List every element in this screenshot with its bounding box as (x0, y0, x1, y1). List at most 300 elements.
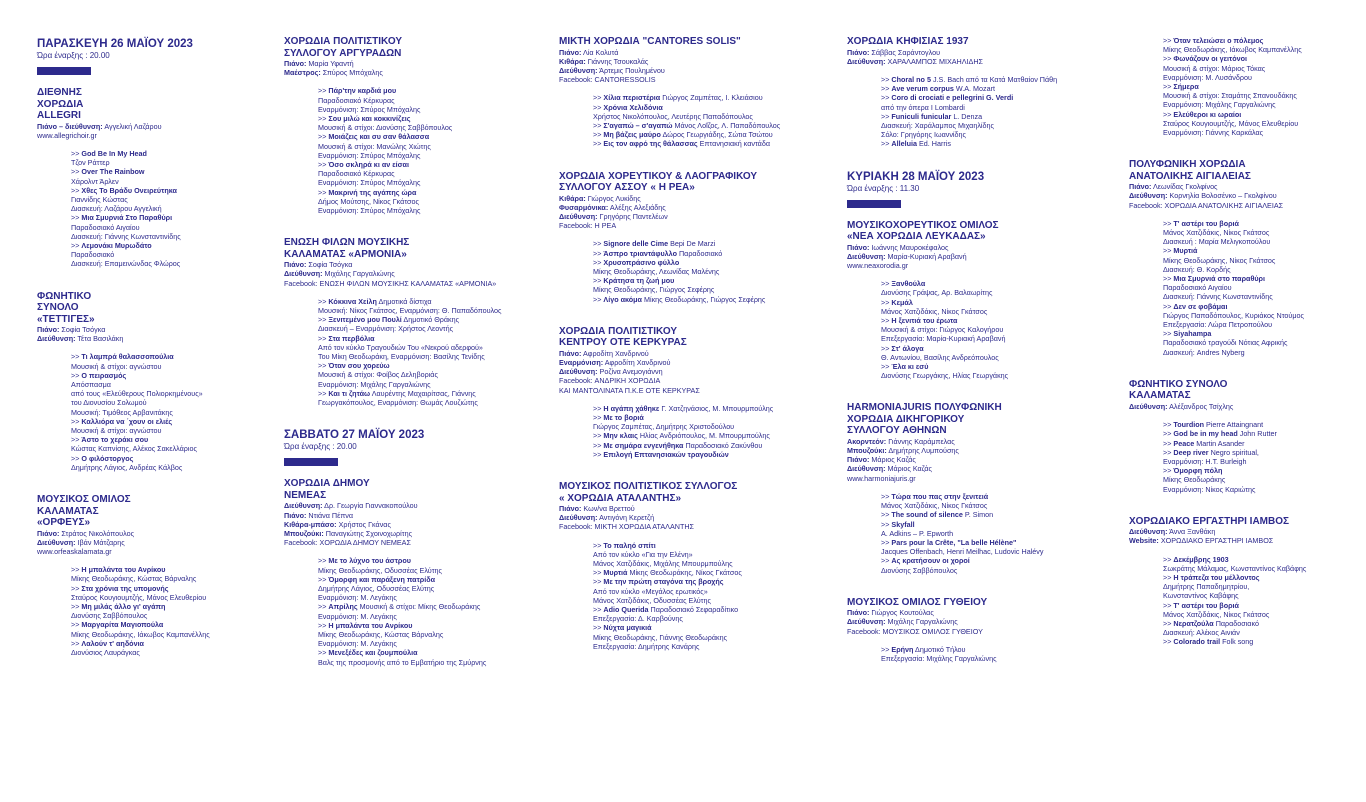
song-credit: Παραδοσιακό (678, 248, 723, 258)
song-credit: J.S. Bach από τα Κατά Ματθαίον Πάθη (932, 74, 1058, 84)
song-note: Εναρμόνιση: Νίκος Καριώτης (1163, 484, 1256, 494)
song-note: Εναρμόνιση: Σπύρος Μπόχαλης (318, 104, 421, 114)
song-note: Διασκευή: Αλέκος Αινιάν (1163, 628, 1240, 638)
song-note: Τζον Ράττερ (71, 158, 110, 168)
start-time: Ώρα έναρξης : 11.30 (847, 183, 920, 193)
choir-meta-row (1129, 201, 1359, 210)
song-credit: P. Simon (964, 510, 994, 520)
choir-block (559, 171, 814, 304)
choir-title-line: ΚΑΛΑΜΑΤΑΣ «ΑΡΜΟΝΙΑ» (284, 248, 407, 260)
choir-meta-row (559, 194, 814, 203)
song-title: Deep river (1173, 447, 1209, 457)
choir-title-line: ΜΟΥΣΙΚΟΣ ΠΟΛΙΤΙΣΤΙΚΟΣ ΣΥΛΛΟΓΟΣ (559, 481, 738, 492)
song-list (881, 492, 1109, 575)
song-title: Άστο το χεράκι σου (81, 435, 149, 445)
choir-meta-row (37, 131, 267, 140)
choir-title-line: ΜΙΚΤΗ ΧΟΡΩΔΙΑ "CANTORES SOLIS" (559, 36, 741, 47)
song-title: Adio Querida (603, 605, 649, 615)
song-credit: Παραδοσιακό Σεφαραδίτικο (650, 605, 739, 615)
meta-label: Πιάνο: (847, 608, 870, 618)
song-note: Μίκης Θεοδωράκης, Ιάκωβος Καμπανέλλης (1163, 45, 1302, 55)
choir-title-line: ΧΟΡΩΔΙΑ ΧΟΡΕΥΤΙΚΟΥ & ΛΑΟΓΡΑΦΙΚΟΥ (559, 170, 757, 182)
song-credit: Μάνος Λοΐζος, Λ. Παπαδόπουλος (674, 120, 781, 130)
song-note: Επεξεργασία: Μιχάλης Γαργαλιώνης (881, 654, 997, 664)
choir-title-line: ΜΟΥΣΙΚΟΣ ΟΜΙΛΟΣ (37, 494, 131, 506)
song-note: Παραδοσιακό Κέρκυρας (318, 169, 395, 179)
song-item: >> Μια Σμυρνιά Στο Παραθύρι (71, 213, 173, 223)
song-item: >> Όμορφη και παράξενη πατρίδα (318, 574, 436, 584)
song-title: Tourdion (1173, 420, 1205, 430)
song-note: Δήμος Μούτσης, Νίκος Γκάτσος (318, 196, 419, 206)
song-title: Όταν σου χορεύω (328, 361, 390, 371)
choir-title-line: ΚΑΛΑΜΑΤΑΣ (37, 505, 99, 517)
song-list-continued (1129, 36, 1359, 137)
meta-value: Χρήστος Γκάνας (338, 519, 391, 529)
song-title: Λεμονάκι Μυρωδάτο (81, 240, 152, 250)
choir-meta-row (847, 474, 1109, 483)
meta-value: ΧΟΡΩΔΙΑΚΟ ΕΡΓΑΣΤΗΡΙ ΙΑΜΒΟΣ (1160, 536, 1274, 546)
song-title: Μη βάζεις μαύρο (603, 130, 661, 140)
song-item: >> Ελεύθεροι κι ωραίοι (1163, 109, 1242, 119)
song-item: >> Με σημάρα ενγενήθηκα Παραδοσιακό Ζακύνθου (593, 440, 763, 450)
meta-value: Αγγελική Λαζάρου (104, 121, 162, 131)
meta-value: Ντιάνα Πέπνα (308, 510, 354, 520)
choir-meta-row (37, 529, 267, 538)
meta-label: Διεύθυνση: (847, 464, 886, 474)
choir-meta-row (847, 48, 1109, 57)
song-title: Με το βοριά (603, 412, 644, 422)
song-note: Διονύσης Γεωργάκης, Ηλίας Γεωργάκης (881, 371, 1009, 381)
column-4 (847, 36, 1109, 685)
meta-label: Φυσαρμόνικα: (559, 202, 609, 212)
meta-label: Κιθάρα-μπάσο: (284, 519, 337, 529)
song-item: >> Μενεξέδες και ζουμπούλια (318, 648, 418, 658)
song-item: >> Ξανθούλα (881, 279, 926, 289)
song-item: >> Και τι ζητάω Λαυρέντης Μαχαιρίτσας, Γιάννης (318, 388, 476, 398)
song-item: >> Χρυσοπράσινο φύλλο (593, 257, 680, 267)
song-note: Μίκης Θεοδωράκης, Νίκος Γκάτσος (1163, 255, 1276, 265)
song-item: >> Στ' άλογα (881, 343, 924, 353)
song-item: >> Η μπαλάντα του Ανρίκου (318, 620, 413, 630)
song-title: Ξενιτεμένο μου Πουλί (328, 315, 402, 325)
song-title: Τώρα που πας στην ξενιτειά (891, 491, 989, 501)
choir-title-line: «ΝΕΑ ΧΟΡΩΔΙΑ ΛΕΥΚΑΔΑΣ» (847, 231, 986, 243)
day-header (284, 429, 534, 466)
column-3 (559, 36, 814, 673)
song-credit: Martin Asander (1196, 438, 1245, 448)
song-note: Σταύρος Κουγιουμτζής, Μάνος Ελευθερίου (1163, 118, 1299, 128)
meta-label: Website: (1129, 536, 1159, 546)
song-item: >> Μη βάζεις μαύρο Δώρος Γεωργιάδης, Σώτια Τσώτου (593, 130, 773, 140)
meta-value: Ιωάννης Μαυροκέφαλος (871, 242, 949, 252)
song-item: >> Μαργαρίτα Μαγιοπούλα (71, 620, 164, 630)
choir-meta-row (847, 464, 1109, 473)
choir-meta-row (1129, 527, 1359, 536)
choir-title-line: ΧΟΡΩΔΙΑ (37, 98, 84, 110)
song-note: Μίκης Θεοδωράκης, Οδυσσέας Ελύτης (318, 565, 442, 575)
song-item: >> Μοιάζεις και συ σαν θάλασσα (318, 132, 430, 142)
choir-title-line: ΔΙΕΘΝΗΣ (37, 87, 82, 98)
meta-value: Τέτα Βασιλάκη (77, 334, 124, 344)
song-note: Χάρολντ Άρλεν (71, 176, 119, 186)
song-note: Εναρμόνιση: Μ. Λυσάνδρου (1163, 72, 1252, 82)
song-title: Σ'αγαπώ – σ'αγαπώ (603, 120, 673, 130)
song-item: >> Μυρτιά (1163, 246, 1198, 256)
song-item: >> Choral no 5 J.S. Bach από τα Κατά Ματθαίον Πάθη (881, 74, 1058, 84)
choir-meta-row (847, 57, 1109, 66)
song-item: >> Με την πρώτη σταγόνα της βροχής (593, 577, 724, 587)
song-credit: Λαυρέντης Μαχαιρίτσας, Γιάννης (371, 388, 476, 398)
meta-label: Ακορντεόν: (847, 436, 887, 446)
meta-label: Διεύθυνση: (1129, 527, 1168, 537)
song-title: Η αγάπη χάθηκε (603, 403, 660, 413)
song-title: Coro di crociati e pellegrini G. Verdi (891, 93, 1014, 103)
song-note: Μουσική: Τιμόθεος Αρβανιτάκης (71, 407, 173, 417)
song-note: Μίκης Θεοδωράκης, Κώστας Βάρναλης (71, 574, 197, 584)
song-note: Μουσική & στίχοι: Φοίβος Δεληβοριάς (318, 370, 438, 380)
song-title: Επιλογή Επτανησιακών τραγουδιών (603, 449, 729, 459)
song-title: Η μπαλάντα του Ανρίκου (328, 620, 413, 630)
meta-value: Μαρία-Κυριακή Αραβανή (887, 251, 967, 261)
song-title: Μια Σμυρνιά στο παραθύρι (1173, 274, 1265, 284)
song-title: Μακρινή της αγάπης ώρα (328, 187, 417, 197)
choir-meta-row (559, 48, 814, 57)
song-title: Χρυσοπράσινο φύλλο (603, 257, 680, 267)
meta-label: Διεύθυνση: (1129, 401, 1168, 411)
choir-meta-row (284, 269, 534, 278)
song-credit: Pierre Attaingnant (1206, 420, 1264, 430)
choir-meta-row (847, 608, 1109, 617)
meta-label: Πιάνο: (37, 528, 60, 538)
song-title: Η μπαλάντα του Ανρίκου (81, 565, 166, 575)
meta-label: Πιάνο: (284, 59, 307, 68)
day-header (847, 171, 1109, 208)
meta-value: Facebook: ΜΟΥΣΙΚΟΣ ΟΜΙΛΟΣ ΓΥΘΕΙΟΥ (847, 626, 983, 636)
song-item: >> Όσο σκληρά κι αν είσαι (318, 160, 409, 170)
choir-block (37, 87, 267, 269)
choir-meta-row (559, 212, 814, 221)
song-note: Μάνος Χατζιδάκις, Μιχάλης Μπουρμπούλης (593, 559, 733, 569)
song-item: >> Σήμερα (1163, 82, 1199, 92)
song-item: >> Χρόνια Χελιδόνια (593, 102, 663, 112)
song-item: >> Όμορφη πόλη (1163, 466, 1223, 476)
song-title: Όμορφη πόλη (1173, 466, 1223, 476)
song-note: Διασκευή: Γιάννης Κωνσταντινίδης (1163, 292, 1273, 302)
song-credit: Επτανησιακή καντάδα (699, 139, 770, 149)
day-marker-bar (284, 458, 338, 466)
meta-value: Γιάννης Τσουκαλάς (587, 56, 649, 66)
song-item: >> Στα περβόλια (318, 333, 375, 343)
song-title: Funiculi funicular (891, 111, 952, 121)
song-title: Pars pour la Crête, "La belle Hélène" (891, 537, 1017, 547)
choir-title-line: « ΧΟΡΩΔΙΑ ΑΤΑΛΑΝΤΗΣ» (559, 492, 682, 504)
song-item: >> Tourdion Pierre Attaingnant (1163, 420, 1264, 430)
song-item: >> Ξενιτεμένο μου Πουλί Δημοτικό Θράκης (318, 315, 460, 325)
choir-meta-row (284, 59, 534, 68)
song-item: >> Adio Querida Παραδοσιακό Σεφαραδίτικο (593, 605, 739, 615)
song-note: Επεξεργασία: Δημήτρης Κανάρης (593, 641, 700, 651)
song-title: Κόκκινα Χείλη (328, 296, 377, 306)
song-item: >> Το παληό σπίτι (593, 540, 656, 550)
song-title: God Be In My Head (81, 148, 147, 158)
meta-value: Σπύρος Μπόχαλης (322, 68, 383, 78)
song-item: >> Μυρτιά Μίκης Θεοδωράκης, Νίκος Γκάτσος (593, 568, 742, 578)
choir-meta-row (284, 279, 534, 288)
song-note: Διασκευή: Θ. Κορδής (1163, 264, 1231, 274)
meta-value: Γιώργος Λυκίδης (587, 193, 641, 203)
song-note: Διονύσης Σαββόπουλος (881, 565, 958, 575)
choir-meta-row (37, 547, 267, 556)
song-note: Γιώργος Παπαδόπουλος, Κυριάκος Ντούμος (1163, 310, 1304, 320)
song-item: >> Δεκέμβρης 1903 (1163, 554, 1229, 564)
song-item: >> Η ξενιτιά του έρωτα (881, 315, 958, 325)
song-title: Colorado trail (1173, 637, 1221, 647)
song-note: Μουσική & στίχοι: αγνώστου (71, 361, 162, 371)
song-item: >> Στα χρόνια της υπομονής (71, 583, 169, 593)
song-title: Όταν τελειώσει ο πόλεμος (1173, 36, 1264, 45)
choir-title-line: ΣΥΛΛΟΓΟΥ ΑΡΓΥΡΑΔΩΝ (284, 47, 402, 59)
meta-label: Πιάνο: (559, 348, 582, 358)
choir-meta-row (559, 203, 814, 212)
start-time: Ώρα έναρξης : 20.00 (284, 442, 357, 452)
meta-value: Facebook: ΜΙΚΤΗ ΧΟΡΩΔΙΑ ΑΤΑΛΑΝΤΗΣ (559, 522, 694, 532)
song-note: Δημήτρης Λάγιος, Ανδρέας Κάλβος (71, 462, 183, 472)
choir-meta-row (284, 538, 534, 547)
choir-title-line: ΣΥΝΟΛΟ (37, 302, 79, 314)
choir-title-line: «ΟΡΦΕΥΣ» (37, 517, 91, 529)
meta-value: Facebook: Η ΡΕΑ (559, 221, 617, 231)
song-credit: Παραδοσιακό (1215, 619, 1259, 629)
song-item: >> Siyahampa (1163, 329, 1212, 339)
choir-title-line: ΧΟΡΩΔΙΑ ΠΟΛΙΤΙΣΤΙΚΟΥ (284, 36, 402, 47)
choir-block (847, 220, 1109, 381)
song-note: από τους «Ελεύθερους Πολιορκημένους» (71, 389, 203, 399)
meta-value: Ροζίνα Ανεμογιάννη (599, 367, 663, 377)
song-item: >> Άσπρο τριαντάφυλλο Παραδοσιακό (593, 248, 723, 258)
choir-title-line: ΦΩΝΗΤΙΚΟ ΣΥΝΟΛΟ (1129, 378, 1228, 390)
song-note: Εναρμόνιση: Μιχάλης Γαργαλιώνης (318, 379, 431, 389)
meta-label: Πιάνο – διεύθυνση: (37, 121, 103, 131)
song-note: Εναρμόνιση: H.T. Burleigh (1163, 456, 1247, 466)
meta-value: Λία Κολυτά (583, 47, 619, 57)
choir-block (284, 478, 534, 666)
song-title: Χθες Το Βράδυ Ονειρεύτηκα (81, 185, 177, 195)
choir-block (1129, 379, 1359, 494)
song-item: >> Σ'αγαπώ – σ'αγαπώ Μάνος Λοΐζος, Λ. Παπαδόπουλος (593, 120, 781, 130)
song-title: Over The Rainbow (81, 167, 145, 177)
song-title: Φωνάζουν οι γειτόνοι (1173, 54, 1248, 64)
choir-title-line: «ΤΕΤΤΙΓΕΣ» (37, 313, 95, 325)
choir-meta-row (559, 75, 814, 84)
meta-value: Άννα Ξανθάκη (1169, 527, 1216, 537)
song-title: Στα χρόνια της υπομονής (81, 583, 169, 593)
song-credit: Μίκης Θεοδωράκης, Νίκος Γκάτσος (629, 568, 742, 578)
song-title: Μοιάζεις και συ σαν θάλασσα (328, 132, 430, 142)
meta-value: Στράτος Νικολόπουλος (61, 528, 135, 538)
song-item: >> Τι λαμπρά θαλασσοπούλια (71, 352, 174, 362)
day-title: ΚΥΡΙΑΚΗ 28 ΜΑΪΟΥ 2023 (847, 170, 985, 183)
song-item: >> Skyfall (881, 519, 915, 529)
song-note: του Διονυσίου Σολωμού (71, 398, 147, 408)
song-note: Μουσική & στίχοι: Διονύσης Σαββόπουλος (318, 123, 453, 133)
song-title: Στα περβόλια (328, 333, 375, 343)
song-item: >> Λαλούν τ' αηδόνια (71, 638, 144, 648)
meta-label: Πιάνο: (847, 455, 870, 465)
choir-block (1129, 159, 1359, 357)
song-note: Διασκευή: Χαράλαμπος Μιχαηλίδης (881, 120, 994, 130)
choir-meta-row (559, 513, 814, 522)
song-title: Τ' αστέρι του βοριά (1173, 600, 1239, 610)
song-title: Σήμερα (1173, 82, 1199, 92)
song-note: Μουσική & στίχοι: Σταμάτης Σπανουδάκης (1163, 91, 1297, 101)
song-note: Του Μίκη Θεοδωράκη, Εναρμόνιση: Βασίλης Τενίδης (318, 352, 485, 362)
song-note: Εναρμόνιση: Σπύρος Μπόχαλης (318, 206, 421, 216)
meta-value: Αλέξης Αλεξιάδης (609, 202, 666, 212)
meta-value: Κων/να Βρεττού (583, 504, 635, 513)
song-list (593, 404, 814, 459)
meta-value: Άρτεμις Πουλημένου (599, 65, 665, 75)
choir-meta-row (37, 538, 267, 547)
song-note: Παραδοσιακό (71, 250, 115, 260)
song-note: Διασκευή – Εναρμόνιση: Χρήστος Λεοντής (318, 324, 454, 334)
meta-value: Γιάννης Καράμπελας (888, 436, 955, 446)
choir-block (284, 237, 534, 407)
meta-value: Αλέξανδρος Τσίχλης (1169, 401, 1234, 411)
meta-label: Μπουζούκι: (284, 528, 324, 538)
song-note: A. Adkins – P. Epworth (881, 528, 954, 538)
choir-block (37, 494, 267, 657)
song-note: Μίκης Θεοδωράκης (1163, 475, 1226, 485)
choir-meta-row (559, 376, 814, 385)
start-time: Ώρα έναρξης : 20.00 (37, 51, 110, 60)
song-list (593, 93, 814, 148)
meta-label: Διεύθυνση: (559, 513, 598, 523)
song-note: Γεωργακόπουλος, Εναρμόνιση: Θωμάς Λουζιώτης (318, 398, 478, 408)
song-item: >> Τ' αστέρι του βοριά (1163, 218, 1239, 228)
meta-value: ΧΑΡΑΛΑΜΠΟΣ ΜΙΧΑΗΛΙΔΗΣ (887, 56, 983, 66)
song-note: Χρήστος Νικολόπουλος, Λευτέρης Παπαδόπουλος (593, 111, 753, 121)
choir-meta-row (284, 520, 534, 529)
song-note: Διονύσης Γράψας, Αρ. Βαλαωρίτης (881, 288, 993, 298)
song-credit: Ed. Harris (918, 139, 951, 149)
choir-meta-row (559, 358, 814, 367)
song-note: Μάνος Χατζιδάκις, Νίκος Γκάτσος (1163, 228, 1270, 238)
song-list (71, 149, 267, 269)
choir-block (559, 481, 814, 651)
meta-value: www.allegrichoir.gr (37, 130, 97, 140)
song-item: >> Χθες Το Βράδυ Ονειρεύτηκα (71, 185, 177, 195)
song-item: >> Pars pour la Crête, "La belle Hélène" (881, 537, 1017, 547)
song-credit: Ηλίας Ανδριόπουλος, Μ. Μπουρμπούλης (639, 431, 770, 441)
song-note: Παραδοσιακό Αιγαίου (1163, 283, 1232, 293)
song-title: Άσπρο τριαντάφυλλο (603, 248, 677, 258)
song-title: Όμορφη και παράξενη πατρίδα (328, 574, 436, 584)
choir-title-line: ΧΟΡΩΔΙΑ ΔΙΚΗΓΟΡΙΚΟΥ (847, 413, 965, 425)
choir-title-line: ΜΟΥΣΙΚΟΧΟΡΕΥΤΙΚΟΣ ΟΜΙΛΟΣ (847, 219, 999, 231)
meta-label: Διεύθυνση: (847, 617, 886, 627)
song-title: Η τράπεζα του μέλλοντος (1173, 573, 1260, 583)
meta-label: Διεύθυνση: (37, 334, 76, 344)
choir-meta-row (37, 122, 267, 131)
choir-block (847, 597, 1109, 664)
song-item: >> Η τράπεζα του μέλλοντος (1163, 573, 1260, 583)
song-note: Παραδοσιακό τραγούδι Νότιας Αφρικής (1163, 338, 1288, 348)
song-title: Τι λαμπρά θαλασσοπούλια (81, 352, 174, 362)
song-item: >> Signore delle Cime Bepi De Marzi (593, 239, 716, 249)
song-credit: Folk song (1222, 637, 1254, 647)
song-item: >> Σου μιλώ και κοκκινίζεις (318, 114, 411, 124)
song-item: >> Καλλιόρα να ΄χουν οι ελιές (71, 416, 173, 426)
meta-value: Μάριος Καζάς (871, 455, 916, 465)
choir-meta-row (847, 446, 1109, 455)
song-item: >> The sound of silence P. Simon (881, 510, 994, 520)
meta-label: Πιάνο: (284, 260, 307, 270)
song-list (318, 556, 534, 666)
song-title: Λαλούν τ' αηδόνια (81, 638, 144, 648)
meta-value: Σοφία Τσόγκα (61, 325, 106, 335)
song-note: Μίκης Θεοδωράκης, Κώστας Βάρναλης (318, 629, 444, 639)
meta-value: Facebook: CANTORESSOLIS (559, 75, 656, 85)
song-note: Μουσική & στίχοι: αγνώστου (71, 426, 162, 436)
song-title: Ας κρατήσουν οι χοροί (891, 556, 970, 566)
song-title: Ξανθούλα (891, 279, 926, 289)
song-item: >> Over The Rainbow (71, 167, 145, 177)
song-title: Μενεξέδες και ζουμπούλια (328, 648, 418, 658)
choir-title-line: ΜΟΥΣΙΚΟΣ ΟΜΙΛΟΣ ΓΥΘΕΙΟΥ (847, 596, 988, 608)
choir-title-line: ΑΝΑΤΟΛΙΚΗΣ ΑΙΓΙΑΛΕΙΑΣ (1129, 170, 1251, 182)
meta-label: Διεύθυνση: (1129, 191, 1168, 201)
column-1 (37, 36, 267, 679)
song-note: Διονύσιος Λαυράγκας (71, 648, 140, 658)
song-note: Διασκευή: Επαμεινώνδας Φλώρος (71, 259, 181, 269)
meta-label: Πιάνο: (847, 47, 870, 57)
song-credit: Bepi De Marzi (670, 239, 716, 249)
song-note: Διασκευή : Μαρία Μελιγκοπούλου (1163, 237, 1271, 247)
song-item: >> Απρίλης Μουσική & στίχοι: Μίκης Θεοδωράκης (318, 602, 481, 612)
meta-value: Σάββας Σαράντογλου (871, 47, 941, 57)
song-list (593, 541, 814, 651)
choir-title-line: ΦΩΝΗΤΙΚΟ (37, 290, 92, 302)
meta-label: Διεύθυνση: (284, 269, 323, 279)
song-note: Διασκευή: Λαζάρου Αγγελική (71, 204, 162, 214)
meta-label: Διεύθυνση: (559, 65, 598, 75)
choir-meta-row (284, 501, 534, 510)
choir-meta-row (284, 529, 534, 538)
song-title: Λίγο ακόμα (603, 294, 642, 304)
song-note: Εναρμόνιση: Μ. Λεγάκης (318, 639, 397, 649)
meta-label: Πιάνο: (37, 325, 60, 335)
day-marker-bar (847, 200, 901, 208)
choir-meta-row (847, 627, 1109, 636)
meta-value: Σοφία Τσόγκα (308, 260, 353, 270)
day-marker-bar (37, 67, 91, 75)
song-note: Μουσική & στίχοι: Μάριος Τόκας (1163, 63, 1266, 73)
meta-value: Λεωνίδας Γκολφίνος (1153, 182, 1218, 192)
choir-title-line: ΚΑΛΑΜΑΤΑΣ (1129, 390, 1191, 402)
song-list (881, 279, 1109, 380)
choir-block (37, 291, 267, 473)
song-credit: Δημοτικά δίστιχα (378, 296, 432, 306)
choir-meta-row (559, 386, 814, 395)
meta-label: Πιάνο: (1129, 182, 1152, 192)
meta-value: Δημήτρης Λυμπούσης (888, 446, 959, 456)
choir-title-line: HARMONIAJURIS ΠΟΛΥΦΩΝΙΚΗ (847, 402, 1002, 414)
song-note: Εναρμόνιση: Μ. Λεγάκης (318, 611, 397, 621)
song-title: Ερήνη (891, 644, 914, 654)
meta-value: Δρ. Γεωργία Γιαννακοπούλου (324, 501, 418, 511)
song-list (881, 645, 1109, 663)
song-item: >> Ave verum corpus W.A. Mozart (881, 84, 995, 94)
